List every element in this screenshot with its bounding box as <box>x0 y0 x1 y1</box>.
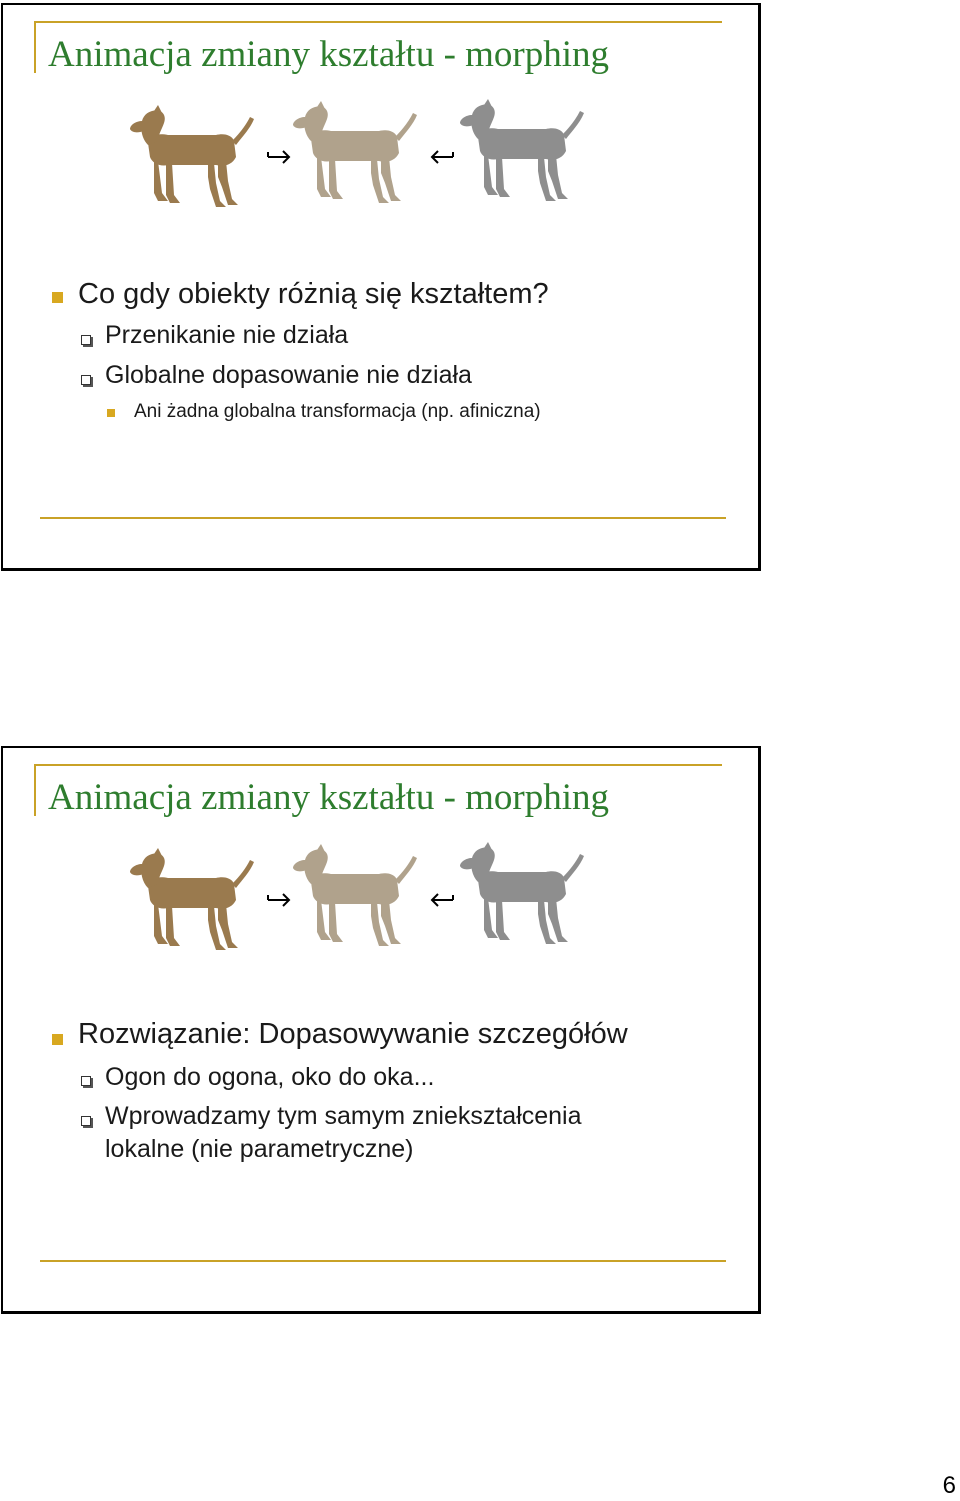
bullet-checkbox-icon <box>81 375 91 385</box>
morphing-illustration <box>123 840 603 970</box>
slide-2 <box>1 746 761 1314</box>
bullet-level-2: Wprowadzamy tym samym zniekształcenia <box>105 1102 582 1130</box>
dog-right-image <box>460 842 584 944</box>
bullet-level-2: Globalne dopasowanie nie działa <box>105 361 472 389</box>
dog-left-image <box>130 105 254 207</box>
bullet-square-icon <box>107 409 115 417</box>
bullet-checkbox-icon <box>81 1076 91 1086</box>
bullet-level-2-continuation: lokalne (nie parametryczne) <box>105 1135 414 1163</box>
arrow-right-icon <box>268 894 289 906</box>
bullet-square-icon <box>52 1034 63 1045</box>
arrow-right-icon <box>268 151 289 163</box>
arrow-left-icon <box>432 894 453 906</box>
bullet-checkbox-icon <box>81 335 91 345</box>
page-number: 6 <box>942 1472 956 1499</box>
slide-1 <box>1 3 761 571</box>
slide-title: Animacja zmiany kształtu - morphing <box>48 777 610 818</box>
bullet-level-2: Przenikanie nie działa <box>105 321 349 349</box>
footer-accent-line <box>40 517 726 519</box>
dog-middle-image <box>293 101 417 203</box>
bullet-level-1: Co gdy obiekty różnią się kształtem? <box>78 278 549 310</box>
dog-left-image <box>130 848 254 950</box>
slide-title: Animacja zmiany kształtu - morphing <box>48 34 610 75</box>
footer-accent-line <box>40 1260 726 1262</box>
arrow-left-icon <box>432 151 453 163</box>
bullet-level-1: Rozwiązanie: Dopasowywanie szczegółów <box>78 1018 628 1050</box>
bullet-square-icon <box>52 292 63 303</box>
dog-middle-image <box>293 844 417 946</box>
morphing-illustration <box>123 97 603 227</box>
bullet-level-2: Ogon do ogona, oko do oka... <box>105 1063 435 1091</box>
bullet-checkbox-icon <box>81 1116 91 1126</box>
bullet-level-3: Ani żadna globalna transformacja (np. afiniczna) <box>134 401 541 422</box>
dog-right-image <box>460 99 584 201</box>
